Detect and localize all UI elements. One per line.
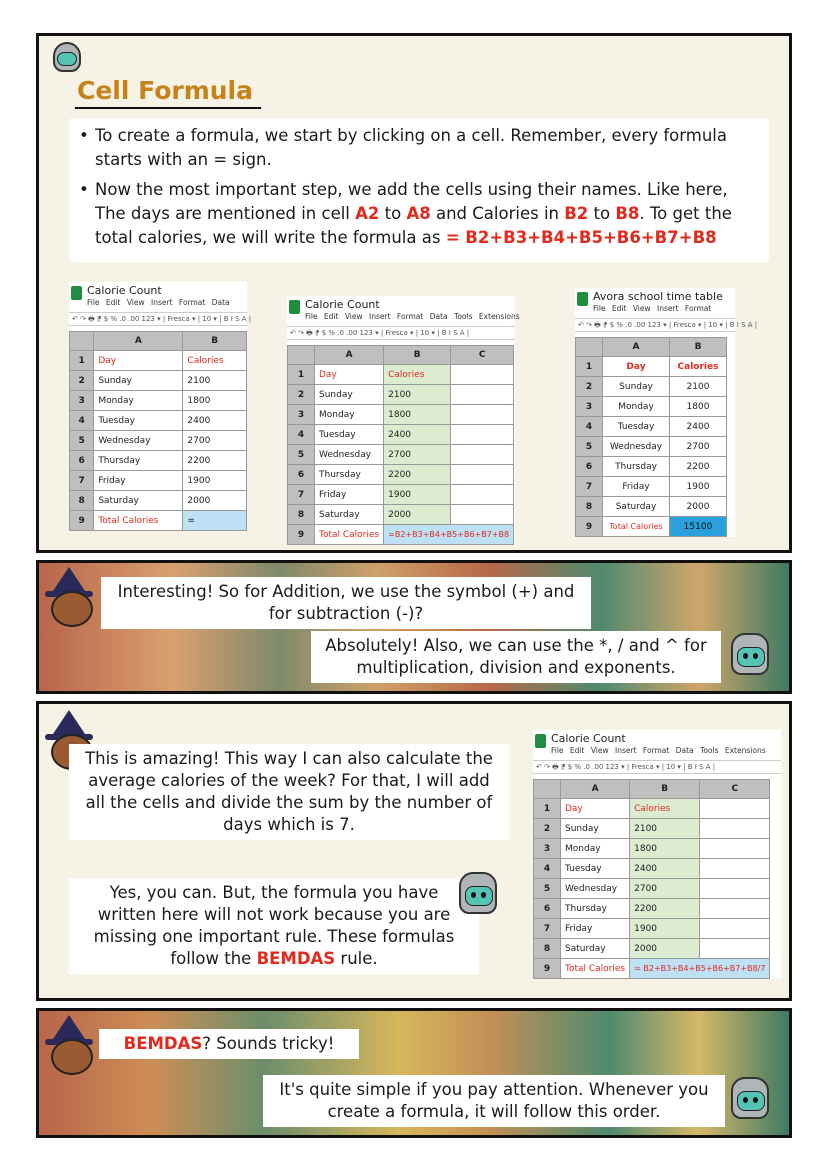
- sheet-grid: A B 1 Day Calories 2 Sunday 2100 3 Monday 1800 4 Tuesday 2400 5 Wednesday 2700 6 Thursday 2200 7 Friday 1900 8 Saturday 2000 9 Total Calories =: [69, 331, 247, 531]
- speech-bubble-robot: It's quite simple if you pay attention. Whenever you create a formula, it will follow this order.: [263, 1075, 725, 1127]
- sheets-icon: [577, 292, 588, 306]
- total-result-cell[interactable]: 15100: [670, 517, 727, 537]
- robot-character: [53, 42, 81, 72]
- robot-character: [731, 1077, 769, 1119]
- average-formula-cell[interactable]: = B2+B3+B4+B5+B6+B7+B8/7: [630, 959, 770, 979]
- sheet-grid: A B 1 Day Calories 2 Sunday 2100 3 Monday 1800 4 Tuesday 2400 5 Wednesday 2700 6 Thursday 2200 7 Friday 1900 8 Saturday 2000 9 Total Calories 15100: [575, 337, 727, 537]
- speech-bubble-boy: Interesting! So for Addition, we use the symbol (+) and for subtraction (-)?: [101, 577, 591, 629]
- panel-bemdas-intro: [36, 1008, 792, 1138]
- sheet-grid: A B C 1 Day Calories 2 Sunday 2100 3 Monday 1800 4 Tuesday 2400 5 Wednesday 2700 6 Thursday 2200 7 Friday 1900 8 Saturday 2000 9 Total Calories =B2+B3+B4+B5+B6+B7+B8: [287, 345, 514, 545]
- formula-text: = B2+B3+B4+B5+B6+B7+B8: [445, 228, 717, 247]
- page-title: Cell Formula: [75, 76, 261, 109]
- total-cell[interactable]: =: [183, 511, 247, 531]
- sheet-grid: A B C 1 Day Calories 2 Sunday 2100 3 Monday 1800 4 Tuesday 2400 5 Wednesday 2700 6 Thursday 2200 7 Friday 1900 8 Saturday 2000 9 Total Calories = B2+B3+B4+B5+B6+B7+B8/7: [533, 779, 770, 979]
- spreadsheet-4: Calorie Count File Edit View Insert Format Data Tools Extensions ↶ ↷ 🖶 ⁋ $ % .0 .00 123 ▾ | Fresca ▾ | 10 ▾ | B I S A | A B C 1 Day Calories 2 Sunday 2100 3 Monday 1800 4 Tuesday 2400 5 Wednesday 2700 6 Thursday 2200 7 Friday 1900 8 Saturday 2000 9 Total Calories = B2+B3+B4+B5+B6+B7+B8/7: [533, 730, 781, 979]
- speech-bubble-boy: This is amazing! This way I can also calculate the average calories of the week? For that, I will add all the cells and divide the sum by the number of days which is 7.: [69, 744, 509, 840]
- robot-character: [731, 633, 769, 675]
- toolbar: ↶ ↷ 🖶 ⁋ $ % .0 .00 123 ▾ | Fresca ▾ | 10 ▾ | B I S A |: [533, 760, 781, 774]
- sheets-icon: [289, 300, 300, 314]
- spreadsheet-1: Calorie Count File Edit View Insert Format Data ↶ ↷ 🖶 ⁋ $ % .0 .00 123 ▾ | Fresca ▾ | 10 ▾ | B I S A | A B 1 Day Calories 2 Sunday 2100 3 Monday 1800 4 Tuesday 2400 5 Wednesday 2700 6 Thursday 2200 7 Friday 1900 8 Saturday 2000 9 Total Calories =: [69, 282, 247, 531]
- toolbar: ↶ ↷ 🖶 ⁋ $ % .0 .00 123 ▾ | Fresca ▾ | 10 ▾ | B I S A |: [575, 318, 735, 332]
- bullet-1: • To create a formula, we start by clicking on a cell. Remember, every formula starts with an = sign.: [79, 124, 759, 172]
- panel-cell-formula: [36, 33, 792, 553]
- spreadsheet-2: Calorie Count File Edit View Insert Format Data Tools Extensions ↶ ↷ 🖶 ⁋ $ % .0 .00 123 ▾ | Fresca ▾ | 10 ▾ | B I S A | A B C 1 Day Calories 2 Sunday 2100 3 Monday 1800 4 Tuesday 2400 5 Wednesday 2700 6 Thursday 2200 7 Friday 1900 8 Saturday 2000 9 Total Calories =B2+B3+B4+B5+B6+B7+B8: [287, 296, 515, 545]
- panel-dialogue-operators: [36, 560, 792, 694]
- bullet-2: • Now the most important step, we add the cells using their names. Like here, The days are mentioned in cell A2 to A8 and Calories in B2 to B8. To get the total calories, we will write the formula as = B2+B3+B4+B5+B6+B7+B8: [79, 178, 759, 250]
- total-formula-cell[interactable]: =B2+B3+B4+B5+B6+B7+B8: [384, 525, 514, 545]
- sheets-icon: [535, 734, 546, 748]
- robot-character: [459, 872, 497, 914]
- toolbar: ↶ ↷ 🖶 ⁋ $ % .0 .00 123 ▾ | Fresca ▾ | 10 ▾ | B I S A |: [69, 312, 247, 326]
- spreadsheet-3: Avora school time table File Edit View Insert Format ↶ ↷ 🖶 ⁋ $ % .0 .00 123 ▾ | Fresca ▾ | 10 ▾ | B I S A | A B 1 Day Calories 2 Sunday 2100 3 Monday 1800 4 Tuesday 2400 5 Wednesday 2700 6 Thursday 2200 7 Friday 1900 8 Saturday 2000 9 Total Calories 15100: [575, 288, 735, 537]
- speech-bubble-robot: Yes, you can. But, the formula you have written here will not work because you are missing one important rule. These formulas follow the BEMDAS rule.: [69, 878, 479, 974]
- panel-average-question: [36, 701, 792, 1001]
- speech-bubble-boy: BEMDAS? Sounds tricky!: [99, 1029, 359, 1059]
- sheets-icon: [71, 286, 82, 300]
- toolbar: ↶ ↷ 🖶 ⁋ $ % .0 .00 123 ▾ | Fresca ▾ | 10 ▾ | B I S A |: [287, 326, 515, 340]
- speech-bubble-robot: Absolutely! Also, we can use the *, / and ^ for multiplication, division and exponents.: [311, 631, 721, 683]
- bullet-list: [69, 118, 769, 262]
